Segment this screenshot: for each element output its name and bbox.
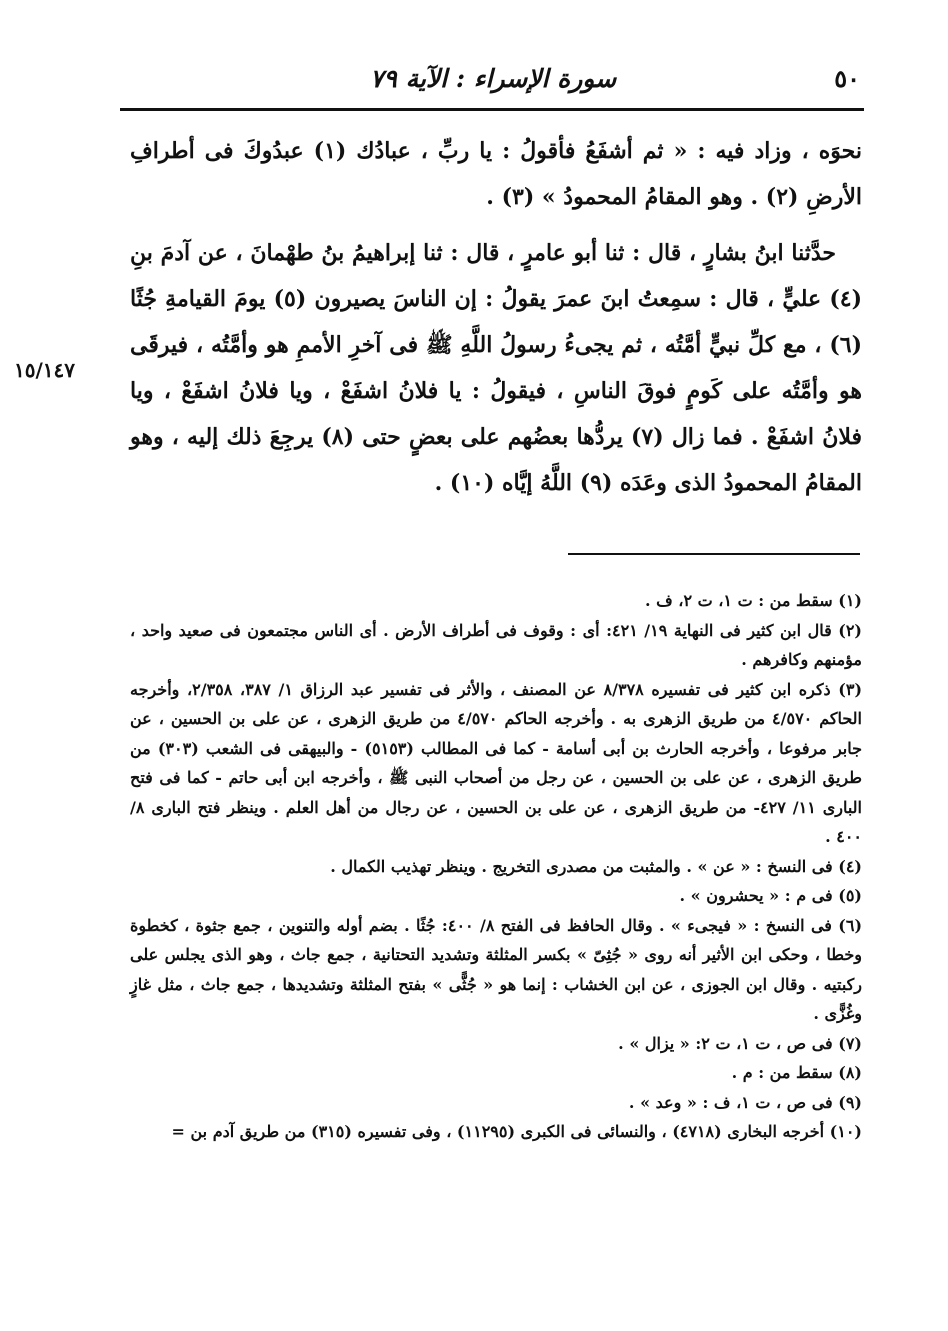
paragraph: حدَّثنا ابنُ بشارٍ ، قال : ثنا أبو عامرٍ ، قال : ثنا إبراهيمُ بنُ طهْمانَ ، عن آدمَ بنِ (٤) عليٍّ ، قال : سمِعتُ ابنَ عمرَ يقولُ : إن الناسَ يصيرون (٥) يومَ القيامةِ جُثًا (٦) ، مع كلِّ نبيٍّ أمَّتُه ، ثم يجىءُ رسولُ اللَّهِ ﷺ فى آخرِ الأممِ هو وأمَّتُه ، فيرقَى هو وأمَّتُه على كَومٍ فوقَ الناسِ ، فيقولُ : يا فلانُ اشفَعْ ، ويا فلانُ اشفَعْ ، ويا فلانُ اشفَعْ . فما زال (٧) يردُّها بعضُهم على بعضٍ حتى (٨) يرجِعَ ذلك إليه ، وهو المقامُ المحمودُ الذى وعَدَه (٩) اللَّهُ إيَّاه (١٠) .: [130, 240, 862, 496]
page-number: ٥٠: [834, 63, 860, 93]
footnote: (٤) فى النسخ : « عن » . والمثبت من مصدرى التخريج . وينظر تهذيب الكمال .: [330, 856, 862, 876]
footnote: (١) سقط من : ت ١، ت ٢، ف .: [644, 591, 862, 610]
main-text: [130, 128, 862, 516]
footnote: (٧) فى ص ، ت ١، ت ٢: « يزال » .: [618, 1033, 862, 1053]
footnotes: [130, 586, 862, 1147]
footnote: (٨) سقط من : م .: [731, 1063, 862, 1082]
footnote-rule: [568, 553, 860, 555]
margin-reference: ١٥/١٤٧: [14, 358, 76, 382]
footnote: (٥) فى م : « يحشرون » .: [679, 886, 862, 905]
footnote: (٦) فى النسخ : « فيجىء » . وقال الحافظ فى الفتح ٨/ ٤٠٠: جُثًا . بضم أوله والتنوين ، جمع جثوة ، كخطوة وخطا ، وحكى ابن الأثير أنه روى « جُثِىّ » بكسر المثلثة وتشديد التحتانية ، جمع جاث ، وهو الذى يجلس على ركبتيه . وقال ابن الجوزى ، عن ابن الخشاب : إنما هو « جُثًّى » بفتح المثلثة وتشديدها ، جمع جاث ، مثل غازٍ وغُزًّى .: [130, 915, 863, 1023]
footnote: (٢) قال ابن كثير فى النهاية ١٩/ ٤٢١: أى : وقوف فى أطراف الأرض . أى الناس مجتمعون فى صعيد واحد ، مؤمنهم وكافرهم .: [130, 620, 862, 669]
footnote: (٣) ذكره ابن كثير فى تفسيره ٨/٣٧٨ عن المصنف ، والأثر فى تفسير عبد الرزاق ١/ ٣٨٧، ٢/٣٥٨، وأخرجه الحاكم ٤/٥٧٠ من طريق الزهرى به . وأخرجه الحاكم ٤/٥٧٠ من طريق الزهرى ، عن على بن الحسين ، عن جابر مرفوعا ، وأخرجه الحارث بن أبى أسامة - كما فى المطالب (٥١٥٣) - والبيهقى فى الشعب (٣٠٣) من طريق الزهرى ، عن على بن الحسين ، عن رجل من أصحاب النبى ﷺ ، وأخرجه ابن أبى حاتم - كما فى فتح البارى ١١/ ٤٢٧- من طريق الزهرى ، عن على بن الحسين ، عن رجال من أهل العلم . وينظر فتح البارى ٨/ ٤٠٠ .: [130, 679, 863, 846]
footnote: (٩) فى ص ، ت ١، ف : « وعد » .: [628, 1092, 862, 1112]
header-rule: [120, 108, 864, 111]
paragraph: نحوَه ، وزاد فيه : « ثم أشفَعُ فأقولُ : يا ربِّ ، عبادُك (١) عبدُوكَ فى أطرافِ الأرضِ (٢) . وهو المقامُ المحمودُ » (٣) .: [130, 138, 862, 210]
page-header: [120, 56, 860, 100]
running-title: سورة الإسراء : الآية ٧٩: [370, 63, 617, 93]
footnote: (١٠) أخرجه البخارى (٤٧١٨) ، والنسائى فى الكبرى (١١٢٩٥) ، وفى تفسيره (٣١٥) من طريق آدم بن =: [171, 1122, 862, 1141]
